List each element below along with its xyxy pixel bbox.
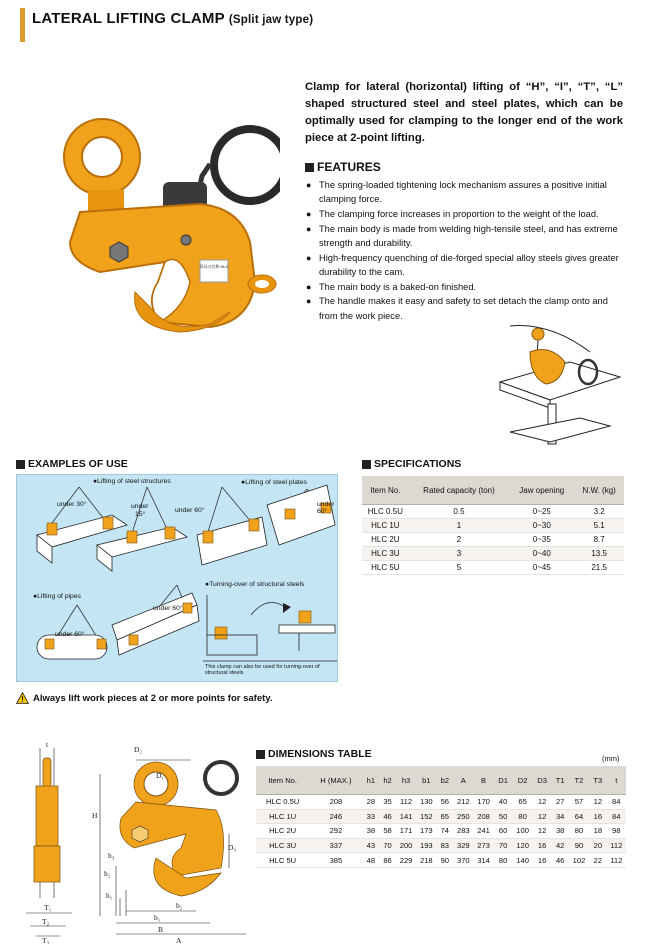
table-cell: 250 [453, 809, 473, 824]
features-list [305, 178, 625, 323]
table-cell: 12 [533, 824, 552, 839]
table-cell: 370 [453, 853, 473, 868]
angle-label: under [131, 503, 149, 510]
column-header: h1 [362, 766, 379, 795]
table-cell: 65 [436, 809, 453, 824]
table-row [362, 561, 624, 575]
table-cell: 84 [607, 795, 626, 810]
specifications-heading [362, 458, 461, 470]
dim-label-b1: b₁ [154, 913, 161, 922]
product-label: 吊具の名称 HLC [199, 264, 229, 269]
table-cell: HLC 5U [256, 853, 309, 868]
square-bullet-icon [362, 460, 371, 469]
table-cell: HLC 0.5U [256, 795, 309, 810]
table-cell: 102 [569, 853, 589, 868]
table-cell: 100 [512, 824, 532, 839]
table-cell: 0~40 [509, 547, 574, 561]
table-cell: 12 [589, 795, 606, 810]
product-photo [40, 112, 280, 352]
examples-heading-text: EXAMPLES OF USE [28, 458, 128, 470]
table-cell: 152 [416, 809, 436, 824]
table-cell: 385 [309, 853, 362, 868]
table-cell: 22 [589, 853, 606, 868]
table-cell: 38 [551, 824, 568, 839]
title-text: LATERAL LIFTING CLAMP [32, 10, 225, 27]
dim-label-T1: T₁ [44, 903, 52, 912]
dimensions-unit: (mm) [602, 754, 620, 763]
table-cell: 50 [494, 809, 513, 824]
column-header: B [473, 766, 493, 795]
table-cell: 35 [379, 795, 396, 810]
table-cell: 1 [409, 519, 510, 533]
table-row [256, 838, 626, 853]
dim-label-t: t [46, 740, 49, 749]
table-cell: 86 [379, 853, 396, 868]
table-cell: 21.5 [574, 561, 624, 575]
feature-item: ● The clamping force increases in proportion to the weight of the load. [305, 207, 625, 221]
column-header: D2 [512, 766, 532, 795]
table-cell: 12 [533, 795, 552, 810]
specifications-table [362, 476, 624, 575]
table-cell: 84 [607, 809, 626, 824]
table-cell: HLC 1U [256, 809, 309, 824]
angle-label: under 60° [55, 631, 85, 638]
column-header: T2 [569, 766, 589, 795]
table-row [256, 809, 626, 824]
table-cell: 16 [533, 838, 552, 853]
table-cell: 337 [309, 838, 362, 853]
example-label-turning: ●Turning-over of structural steels [205, 581, 305, 588]
table-row [256, 795, 626, 810]
dim-label-T2: T₂ [42, 917, 50, 926]
feature-item: ● The spring-loaded tightening lock mechanism assures a positive initial clamping force. [305, 178, 625, 207]
angle-label: 60° [317, 508, 328, 515]
table-cell: 120 [512, 838, 532, 853]
table-cell: 5 [409, 561, 510, 575]
table-cell: 140 [512, 853, 532, 868]
table-cell: 0.5 [409, 505, 510, 519]
dimensions-heading [256, 748, 372, 760]
table-cell: 208 [309, 795, 362, 810]
svg-text:!: ! [21, 695, 24, 704]
table-cell: 80 [512, 809, 532, 824]
table-cell: 16 [533, 853, 552, 868]
table-cell: 229 [396, 853, 416, 868]
specifications-heading-text: SPECIFICATIONS [374, 458, 462, 470]
table-cell: 8.7 [574, 533, 624, 547]
table-cell: 283 [453, 824, 473, 839]
table-cell: 200 [396, 838, 416, 853]
example-label-pipes: ●Lifting of pipes [33, 593, 81, 600]
table-cell: 90 [436, 853, 453, 868]
table-cell: 20 [589, 838, 606, 853]
table-cell: 141 [396, 809, 416, 824]
column-header: h2 [379, 766, 396, 795]
column-header: t [607, 766, 626, 795]
table-cell: 212 [453, 795, 473, 810]
column-header: Jaw opening [509, 476, 574, 505]
table-cell: 130 [416, 795, 436, 810]
table-cell: HLC 2U [256, 824, 309, 839]
angle-label: under 60° [175, 507, 205, 514]
table-cell: 3.2 [574, 505, 624, 519]
dim-label-D2: D₂ [134, 745, 143, 754]
dim-label-h1: h₁ [106, 891, 113, 900]
column-header: Rated capacity (ton) [409, 476, 510, 505]
table-cell: 60 [494, 824, 513, 839]
dim-label-A: A [176, 936, 182, 944]
examples-heading [16, 458, 128, 470]
table-cell: 218 [416, 853, 436, 868]
angle-label: 15° [135, 511, 146, 518]
square-bullet-icon [305, 163, 314, 172]
table-cell: 70 [494, 838, 513, 853]
square-bullet-icon [256, 750, 265, 759]
dimensions-header-row [256, 766, 626, 795]
table-row [256, 853, 626, 868]
column-header: A [453, 766, 473, 795]
table-cell: 112 [396, 795, 416, 810]
column-header: Item No. [256, 766, 309, 795]
table-cell: 0~25 [509, 505, 574, 519]
dim-label-b2: b₂ [176, 901, 183, 910]
table-row [362, 533, 624, 547]
table-cell: HLC 3U [362, 547, 409, 561]
dim-label-H: H [92, 811, 98, 820]
table-cell: 65 [512, 795, 532, 810]
table-cell: HLC 2U [362, 533, 409, 547]
dim-label-h2: h₂ [104, 869, 111, 878]
table-cell: 112 [607, 838, 626, 853]
table-row [362, 519, 624, 533]
column-header: D3 [533, 766, 552, 795]
table-cell: 56 [436, 795, 453, 810]
table-cell: 193 [416, 838, 436, 853]
table-cell: 46 [379, 809, 396, 824]
table-cell: 12 [533, 809, 552, 824]
table-cell: 43 [362, 838, 379, 853]
table-cell: 40 [494, 795, 513, 810]
table-cell: 18 [589, 824, 606, 839]
table-cell: 58 [379, 824, 396, 839]
angle-label: under 60° [153, 605, 183, 612]
column-header: T1 [551, 766, 568, 795]
dimension-drawing [16, 738, 248, 944]
usage-illustration [490, 322, 630, 452]
table-cell: 48 [362, 853, 379, 868]
table-cell: 64 [569, 809, 589, 824]
table-cell: HLC 1U [362, 519, 409, 533]
example-note: This clamp can also be used for turning-over of structural steels [205, 664, 320, 676]
example-label-structures: ●Lifting of steel structures [93, 478, 171, 485]
features-heading-text: FEATURES [317, 160, 381, 174]
table-cell: 70 [379, 838, 396, 853]
column-header: N.W. (kg) [574, 476, 624, 505]
table-cell: 208 [473, 809, 493, 824]
column-header: Item No. [362, 476, 409, 505]
dim-label-D3: D₃ [228, 843, 237, 852]
safety-note [16, 692, 273, 704]
column-header: D1 [494, 766, 513, 795]
table-cell: 38 [362, 824, 379, 839]
table-cell: 273 [473, 838, 493, 853]
warning-icon [16, 692, 29, 704]
table-cell: 0~45 [509, 561, 574, 575]
feature-item: ● High-frequency quenching of die-forged special alloy steels gives greater durability to the cam. [305, 251, 625, 280]
table-cell: 28 [362, 795, 379, 810]
table-cell: 173 [416, 824, 436, 839]
table-cell: 329 [453, 838, 473, 853]
table-cell: 83 [436, 838, 453, 853]
column-header: H (MAX.) [309, 766, 362, 795]
table-cell: 13.5 [574, 547, 624, 561]
table-cell: 33 [362, 809, 379, 824]
table-cell: 171 [396, 824, 416, 839]
feature-item: ● The handle makes it easy and safety to set detach the clamp onto and from the work piece. [305, 294, 625, 323]
table-cell: HLC 5U [362, 561, 409, 575]
intro-paragraph: Clamp for lateral (horizontal) lifting of “H”, “I”, “T”, “L” shaped structured steel and steel plates, which can be optimally used for clamping to the longer end of the work piece at 2-point lifting. [305, 81, 623, 144]
column-header: T3 [589, 766, 606, 795]
table-cell: 241 [473, 824, 493, 839]
feature-item: ● The main body is a baked-on finished. [305, 280, 625, 294]
table-cell: 27 [551, 795, 568, 810]
dimensions-table [256, 766, 626, 868]
dim-label-D1: D₁ [156, 771, 165, 780]
table-cell: 5.1 [574, 519, 624, 533]
table-cell: 46 [551, 853, 568, 868]
table-cell: 80 [569, 824, 589, 839]
table-cell: 57 [569, 795, 589, 810]
specifications-body [362, 505, 624, 575]
table-cell: 246 [309, 809, 362, 824]
table-cell: 42 [551, 838, 568, 853]
table-cell: 34 [551, 809, 568, 824]
table-cell: 0~30 [509, 519, 574, 533]
page-title [32, 10, 313, 27]
safety-note-text: Always lift work pieces at 2 or more points for safety. [33, 692, 273, 704]
table-cell: HLC 3U [256, 838, 309, 853]
features-heading [305, 160, 381, 174]
table-cell: 74 [436, 824, 453, 839]
table-row [362, 505, 624, 519]
table-cell: 3 [409, 547, 510, 561]
title-subtitle: (Split jaw type) [228, 14, 314, 26]
square-bullet-icon [16, 460, 25, 469]
table-cell: 90 [569, 838, 589, 853]
angle-label: under 30° [57, 501, 87, 508]
examples-panel [16, 474, 338, 682]
example-label-plates: ●Lifting of steel plates [241, 479, 308, 486]
table-cell: 98 [607, 824, 626, 839]
column-header: b1 [416, 766, 436, 795]
dimensions-body [256, 795, 626, 868]
dim-label-B: B [158, 925, 164, 934]
table-cell: 170 [473, 795, 493, 810]
table-cell: 292 [309, 824, 362, 839]
table-cell: 112 [607, 853, 626, 868]
column-header: h3 [396, 766, 416, 795]
table-cell: 314 [473, 853, 493, 868]
dim-label-T3: T₃ [42, 936, 50, 944]
table-row [362, 547, 624, 561]
angle-label: under [317, 501, 335, 508]
dim-label-h3: h₃ [108, 851, 115, 860]
table-row [256, 824, 626, 839]
table-cell: 2 [409, 533, 510, 547]
table-cell: 0~35 [509, 533, 574, 547]
feature-item: ● The main body is made from welding high-tensile steel, and has extreme strength and durability. [305, 222, 625, 251]
table-cell: 16 [589, 809, 606, 824]
title-accent-bar [20, 8, 25, 42]
table-cell: HLC 0.5U [362, 505, 409, 519]
dimensions-heading-text: DIMENSIONS TABLE [268, 748, 372, 760]
table-cell: 80 [494, 853, 513, 868]
column-header: b2 [436, 766, 453, 795]
